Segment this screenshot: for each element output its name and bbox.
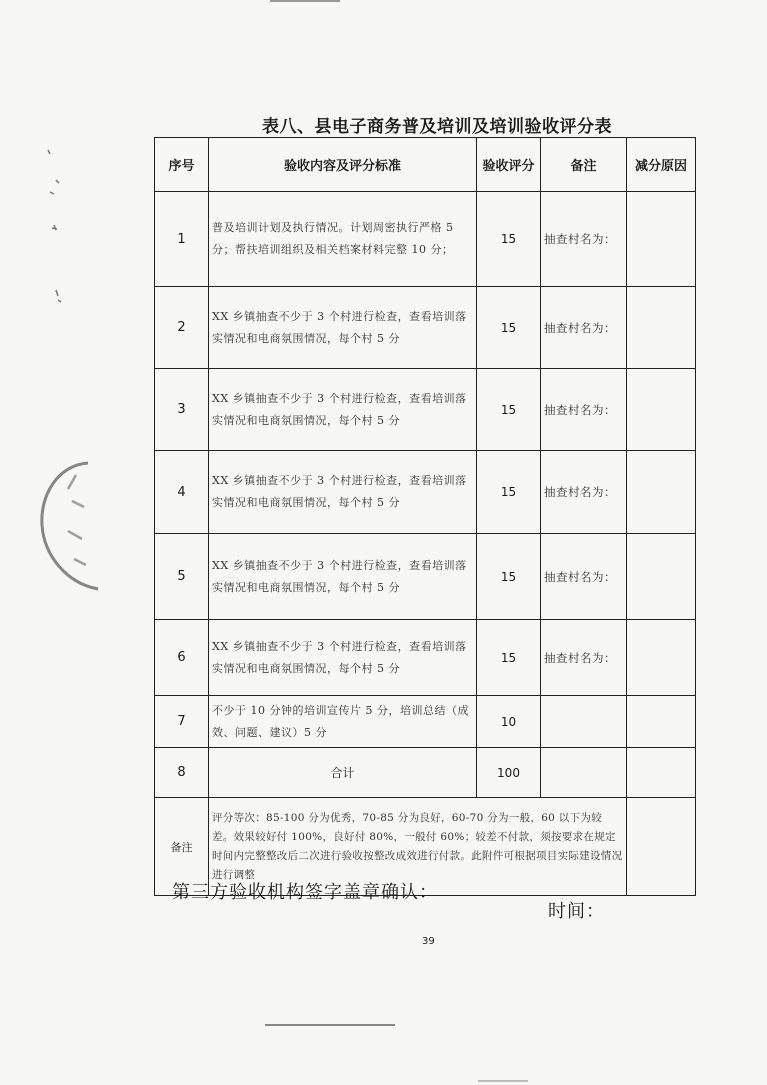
row-score: 15: [477, 287, 541, 369]
row-note: 抽查村名为：: [541, 534, 627, 620]
row-score: 10: [477, 696, 541, 748]
row-score: 15: [477, 534, 541, 620]
row-note: 抽查村名为：: [541, 451, 627, 534]
table-header-row: [155, 138, 696, 192]
row-note: 抽查村名为：: [541, 192, 627, 287]
scan-artifact-marks: [38, 140, 78, 320]
row-score: 15: [477, 369, 541, 451]
total-number: 8: [155, 748, 209, 798]
scoring-table: [154, 137, 696, 896]
header-content: 验收内容及评分标准: [209, 138, 477, 192]
scan-edge-mark: [478, 1080, 528, 1082]
row-note: 抽查村名为：: [541, 620, 627, 696]
table-row: [155, 192, 696, 287]
row-reason: [627, 451, 696, 534]
row-score: 15: [477, 451, 541, 534]
signature-label: 第三方验收机构签字盖章确认：: [172, 882, 438, 903]
table-row: [155, 534, 696, 620]
row-number: 2: [155, 287, 209, 369]
total-note: [541, 748, 627, 798]
scan-edge-mark: [265, 1024, 395, 1026]
scan-edge-mark: [270, 0, 340, 2]
row-reason: [627, 620, 696, 696]
header-score: 验收评分: [477, 138, 541, 192]
partial-seal-stamp: [28, 455, 118, 595]
row-note: 抽查村名为：: [541, 369, 627, 451]
row-reason: [627, 369, 696, 451]
row-content: XX 乡镇抽查不少于 3 个村进行检查，查看培训落实情况和电商氛围情况，每个村 5 分: [209, 287, 477, 369]
total-reason: [627, 748, 696, 798]
row-reason: [627, 192, 696, 287]
row-note: [541, 696, 627, 748]
table-row: [155, 696, 696, 748]
page-number: 39: [422, 936, 435, 947]
header-note: 备注: [541, 138, 627, 192]
row-content: XX 乡镇抽查不少于 3 个村进行检查，查看培训落实情况和电商氛围情况，每个村 5 分: [209, 369, 477, 451]
total-score: 100: [477, 748, 541, 798]
total-label: 合计: [209, 748, 477, 798]
total-row: [155, 748, 696, 798]
remark-text: 评分等次：85-100 分为优秀，70-85 分为良好，60-70 分为一般，60 以下为较差。效果较好付 100%，良好付 80%，一般付 60%；较差不付款，须按要求在规定时间内完整整改后二次进行验收按整改成效进行付款。此附件可根据项目实际建设情况进行调整: [209, 798, 627, 896]
row-content: XX 乡镇抽查不少于 3 个村进行检查，查看培训落实情况和电商氛围情况，每个村 5 分: [209, 451, 477, 534]
row-number: 6: [155, 620, 209, 696]
table-row: [155, 369, 696, 451]
row-number: 3: [155, 369, 209, 451]
row-content: XX 乡镇抽查不少于 3 个村进行检查，查看培训落实情况和电商氛围情况，每个村 5 分: [209, 534, 477, 620]
header-no: 序号: [155, 138, 209, 192]
row-content: 不少于 10 分钟的培训宣传片 5 分，培训总结（成效、问题、建议）5 分: [209, 696, 477, 748]
header-reason: 减分原因: [627, 138, 696, 192]
row-number: 4: [155, 451, 209, 534]
row-score: 15: [477, 620, 541, 696]
table-row: [155, 620, 696, 696]
row-content: 普及培训计划及执行情况。计划周密执行严格 5 分；帮扶培训组织及相关档案材料完整 10 分；: [209, 192, 477, 287]
table-title: 表八、县电子商务普及培训及培训验收评分表: [262, 117, 612, 137]
row-reason: [627, 287, 696, 369]
row-score: 15: [477, 192, 541, 287]
row-number: 7: [155, 696, 209, 748]
remark-reason: [627, 798, 696, 896]
time-label: 时间：: [548, 901, 605, 922]
row-number: 1: [155, 192, 209, 287]
row-number: 5: [155, 534, 209, 620]
table-row: [155, 451, 696, 534]
row-note: 抽查村名为：: [541, 287, 627, 369]
row-content: XX 乡镇抽查不少于 3 个村进行检查，查看培训落实情况和电商氛围情况，每个村 5 分: [209, 620, 477, 696]
row-reason: [627, 696, 696, 748]
row-reason: [627, 534, 696, 620]
table-row: [155, 287, 696, 369]
remark-label: 备注: [155, 798, 209, 896]
